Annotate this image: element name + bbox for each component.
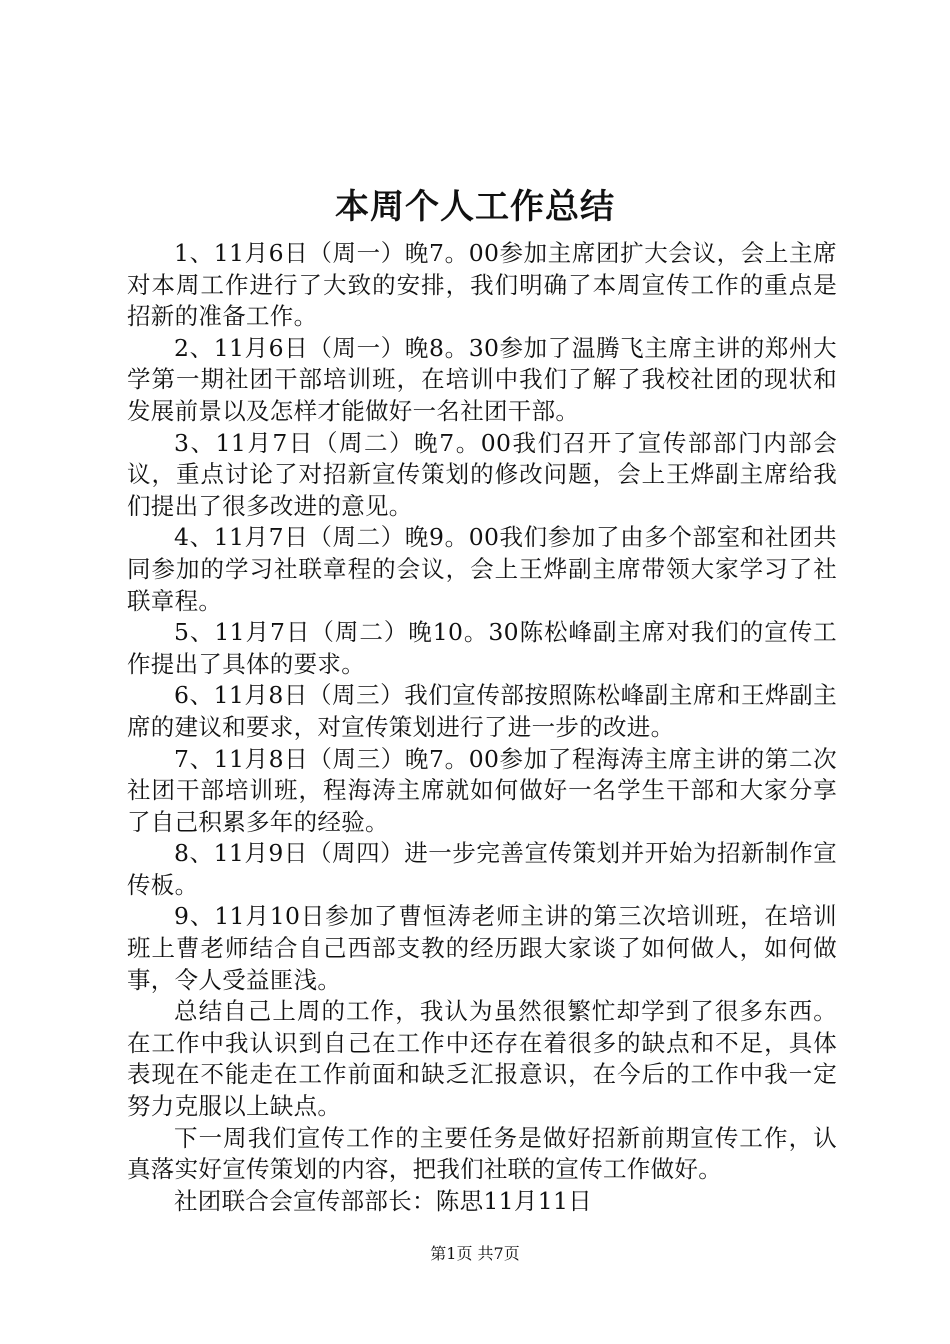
signature-line: 社团联合会宣传部部长：陈思11月11日 [174, 1186, 593, 1215]
paragraph-item-6: 6、11月8日（周三）我们宣传部按照陈松峰副主席和王烨副主席的建议和要求，对宣传策划进行了进一步的改进。 [127, 681, 837, 741]
paragraph-item-5: 5、11月7日（周二）晚10。30陈松峰副主席对我们的宣传工作提出了具体的要求。 [127, 618, 837, 678]
paragraph-item-2: 2、11月6日（周一）晚8。30参加了温腾飞主席主讲的郑州大学第一期社团干部培训班，在培训中我们了解了我校社团的现状和发展前景以及怎样才能做好一名社团干部。 [127, 333, 837, 425]
paragraph-item-4: 4、11月7日（周二）晚9。00我们参加了由多个部室和社团共同参加的学习社联章程的会议，会上王烨副主席带领大家学习了社联章程。 [127, 523, 837, 615]
paragraph-item-8: 8、11月9日（周四）进一步完善宣传策划并开始为招新制作宣传板。 [127, 839, 837, 899]
document-title: 本周个人工作总结 [335, 187, 615, 227]
document-body [127, 238, 837, 1217]
paragraph-item-9: 9、11月10日参加了曹恒涛老师主讲的第三次培训班，在培训班上曹老师结合自己西部支教的经历跟大家谈了如何做人，如何做事，令人受益匪浅。 [127, 902, 837, 994]
next-week-paragraph: 下一周我们宣传工作的主要任务是做好招新前期宣传工作，认真落实好宣传策划的内容，把我们社联的宣传工作做好。 [127, 1123, 837, 1184]
summary-paragraph: 总结自己上周的工作，我认为虽然很繁忙却学到了很多东西。在工作中我认识到自己在工作中还存在着很多的缺点和不足，具体表现在不能走在工作前面和缺乏汇报意识，在今后的工作中我一定努力克服以上缺点。 [127, 997, 837, 1121]
paragraph-item-3: 3、11月7日（周二）晚7。00我们召开了宣传部部门内部会议，重点讨论了对招新宣传策划的修改问题，会上王烨副主席给我们提出了很多改进的意见。 [127, 428, 837, 520]
page-indicator: 第1页 共7页 [430, 1244, 520, 1263]
paragraph-item-1: 1、11月6日（周一）晚7。00参加主席团扩大会议，会上主席对本周工作进行了大致的安排，我们明确了本周宣传工作的重点是招新的准备工作。 [127, 239, 837, 331]
paragraph-item-7: 7、11月8日（周三）晚7。00参加了程海涛主席主讲的第二次社团干部培训班，程海涛主席就如何做好一名学生干部和大家分享了自己积累多年的经验。 [127, 744, 837, 836]
